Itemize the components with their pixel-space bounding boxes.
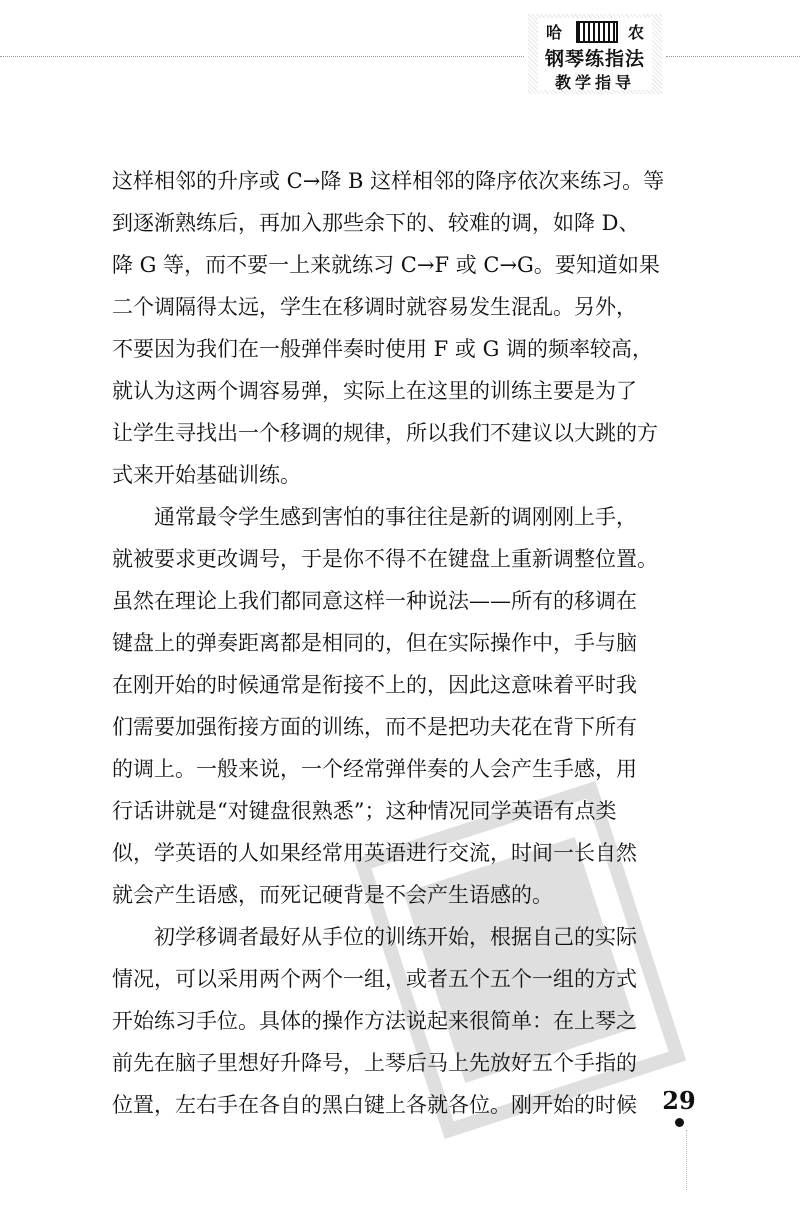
paragraph-1 xyxy=(112,160,696,496)
text-line: 行话讲就是“对键盘很熟悉”；这种情况同学英语有点类 xyxy=(112,799,617,823)
text-line: 就会产生语感，而死记硬背是不会产生语感的。 xyxy=(112,883,553,907)
text-line: 就认为这两个调容易弹，实际上在这里的训练主要是为了 xyxy=(112,379,637,403)
text-line: 在刚开始的时候通常是衔接不上的，因此这意味着平时我 xyxy=(112,673,637,697)
text-line: 式来开始基础训练。 xyxy=(112,463,301,487)
text-line: 虽然在理论上我们都同意这样一种说法——所有的移调在 xyxy=(112,589,637,613)
text-line: 让学生寻找出一个移调的规律，所以我们不建议以大跳的方 xyxy=(112,421,658,445)
text-line: 的调上。一般来说，一个经常弹伴奏的人会产生手感，用 xyxy=(112,757,637,781)
body-text xyxy=(112,160,696,1126)
text-line: 到逐渐熟练后，再加入那些余下的、较难的调，如降 D、 xyxy=(112,211,640,235)
book-subtitle: 教学指导 xyxy=(554,73,635,92)
piano-keys-icon xyxy=(576,21,618,43)
text-line: 二个调隔得太远，学生在移调时就容易发生混乱。另外， xyxy=(112,295,637,319)
running-header-logo xyxy=(528,14,662,94)
logo-brand-left: 哈 xyxy=(546,23,563,42)
text-line: 似，学英语的人如果经常用英语进行交流，时间一长自然 xyxy=(112,841,637,865)
text-line: 们需要加强衔接方面的训练，而不是把功夫花在背下所有 xyxy=(112,715,637,739)
logo-brand-right: 农 xyxy=(627,23,644,42)
page-marker-dot xyxy=(675,1118,684,1127)
text-line: 不要因为我们在一般弹伴奏时使用 F 或 G 调的频率较高， xyxy=(112,337,654,361)
page-number: 29 xyxy=(662,1086,696,1115)
text-line: 通常最令学生感到害怕的事往往是新的调刚刚上手， xyxy=(154,505,637,529)
text-line: 键盘上的弹奏距离都是相同的，但在实际操作中，手与脑 xyxy=(112,631,637,655)
text-line: 开始练习手位。具体的操作方法说起来很简单：在上琴之 xyxy=(112,1009,637,1033)
text-line: 前先在脑子里想好升降号，上琴后马上先放好五个手指的 xyxy=(112,1051,637,1075)
text-line: 位置，左右手在各自的黑白键上各就各位。刚开始的时候 xyxy=(112,1093,637,1117)
page-edge-rule xyxy=(686,1130,687,1190)
logo-top-row xyxy=(538,18,652,42)
text-line: 初学移调者最好从手位的训练开始，根据自己的实际 xyxy=(154,925,637,949)
paragraph-2 xyxy=(112,496,696,916)
text-line: 情况，可以采用两个两个一组，或者五个五个一组的方式 xyxy=(112,967,637,991)
book-title: 钢琴练指法 xyxy=(544,48,645,70)
text-line: 这样相邻的升序或 C→降 B 这样相邻的降序依次来练习。等 xyxy=(112,169,665,193)
text-line: 降 G 等，而不要一上来就练习 C→F 或 C→G。要知道如果 xyxy=(112,253,660,277)
text-line: 就被要求更改调号，于是你不得不在键盘上重新调整位置。 xyxy=(112,547,658,571)
header-rule-left xyxy=(0,56,524,57)
header-rule-right xyxy=(666,56,800,57)
logo-panel xyxy=(538,18,652,90)
paragraph-3 xyxy=(112,916,696,1126)
